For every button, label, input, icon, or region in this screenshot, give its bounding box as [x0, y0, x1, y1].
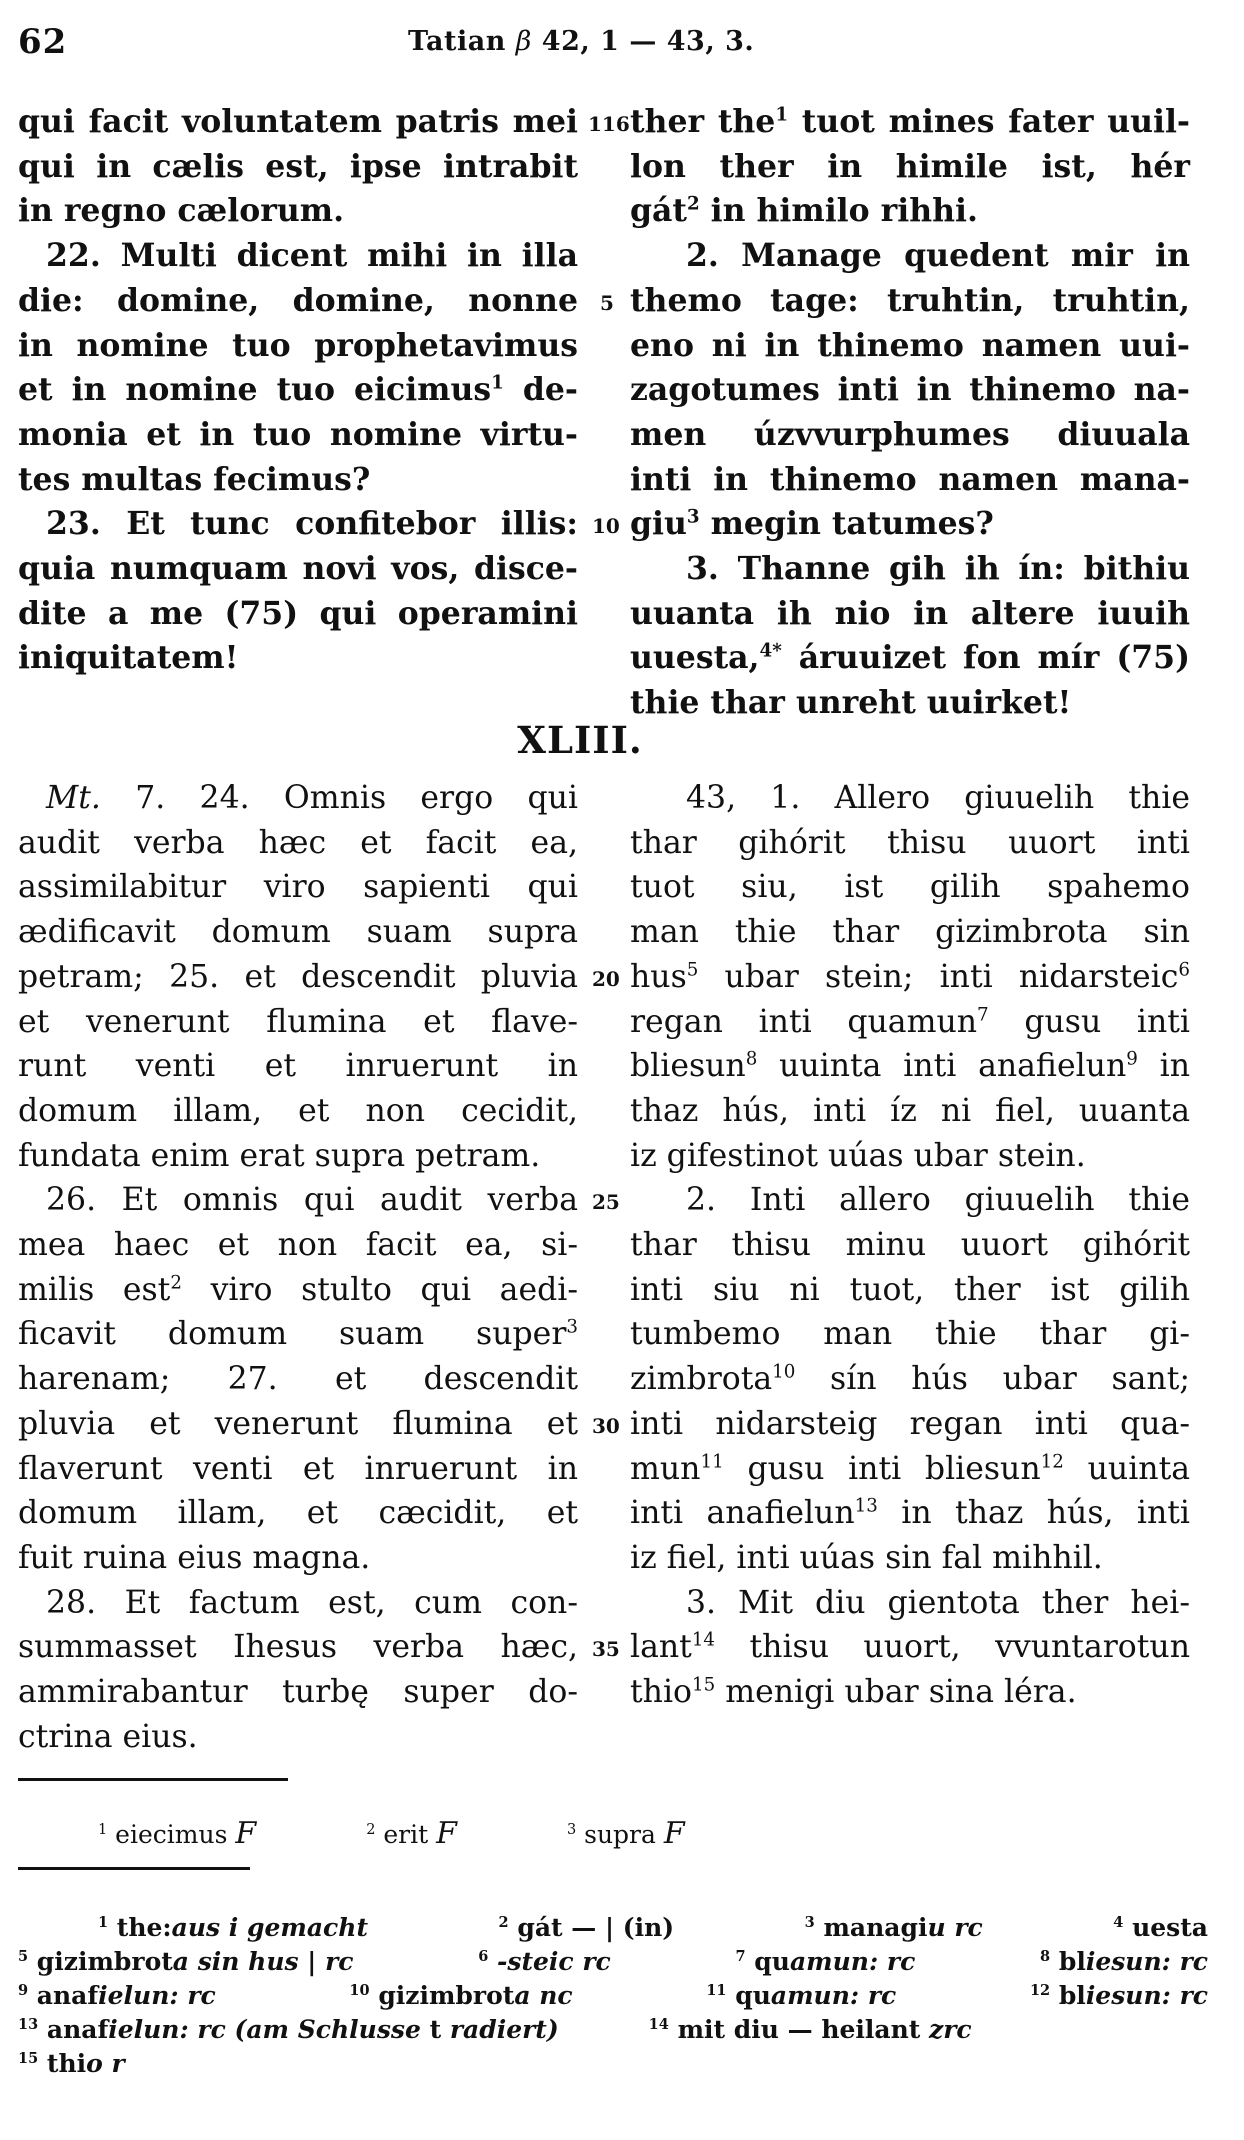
text-run: lant — [630, 1629, 692, 1666]
line-number: 116 — [588, 112, 630, 136]
text-run: anaf — [38, 2015, 109, 2044]
text-line: zagotumes inti in thinemo na- — [630, 371, 1190, 409]
footnote-latin-2 — [366, 1818, 457, 1851]
text-line — [630, 502, 1190, 546]
footnote-marker: 12 — [1040, 1451, 1064, 1473]
footnote-marker: 11 — [706, 1982, 727, 2000]
text-run: gizimbrot — [369, 1981, 515, 2010]
text-line — [630, 1000, 1190, 1044]
text-run: qu — [726, 1981, 771, 2010]
footnote-marker: 4* — [759, 641, 782, 663]
footnote-marker: 3 — [804, 1914, 815, 1932]
text-run: in — [1137, 1048, 1190, 1085]
footnote-marker: 5 — [18, 1948, 29, 1966]
text-line: 43, 1. Allero giuuelih thie — [686, 780, 1190, 816]
text-run: ther the — [630, 103, 776, 140]
text-line: tes multas fecimus? — [18, 460, 371, 498]
text-line: 26. Et omnis qui audit verba — [46, 1182, 578, 1219]
footnote-marker: 2 — [170, 1272, 182, 1294]
text-run: eiecimus — [107, 1820, 236, 1849]
text-line: dite a me (75) qui operamini — [18, 594, 578, 632]
footnote-marker: 15 — [18, 2050, 39, 2068]
gospel-reference: Mt. — [46, 780, 101, 816]
text-run: uesta — [1123, 1913, 1208, 1942]
text-run: supra — [576, 1820, 664, 1849]
footnote-rule-ohg — [18, 1867, 250, 1870]
footnote-ohg-5 — [18, 1946, 353, 1978]
footnote-marker: 14 — [691, 1629, 716, 1651]
running-head — [408, 26, 754, 57]
text-run: thisu uuort, vvuntarotun — [715, 1629, 1190, 1666]
footnote-marker: 5 — [686, 959, 699, 981]
text-run: zimbrota — [630, 1361, 773, 1398]
line-number: 35 — [592, 1637, 620, 1662]
line-number: 30 — [592, 1413, 620, 1438]
footnote-marker: 10 — [349, 1982, 370, 2000]
text-run: megin tatumes? — [699, 505, 994, 543]
text-run: ficavit domum suam super — [18, 1316, 567, 1353]
footnote-marker: 13 — [854, 1495, 878, 1517]
text-run: the: — [108, 1913, 172, 1942]
footnote-marker: 1 — [98, 1914, 109, 1932]
footnote-latin-1 — [98, 1818, 256, 1851]
text-run: t — [420, 2015, 450, 2044]
text-line — [18, 1312, 578, 1356]
text-line: thar thisu minu uuort gihórit — [630, 1227, 1190, 1263]
footnote-ohg-row — [18, 1980, 1208, 2012]
text-run: bliesun — [630, 1048, 746, 1085]
section-heading-text: XLIII. — [517, 718, 643, 762]
manuscript-siglum: F — [663, 1816, 685, 1851]
footnote-marker: 7 — [977, 1004, 989, 1026]
text-line: petram; 25. et descendit pluvia — [18, 958, 578, 995]
text-line — [630, 1491, 1190, 1535]
footnote-marker: 9 — [18, 1982, 29, 2000]
text-line: harenam; 27. et descendit — [18, 1361, 578, 1398]
text-line: 23. Et tunc confitebor illis: — [46, 505, 578, 543]
text-line: pluvia et venerunt flumina et — [18, 1405, 578, 1442]
footnote-marker: 3 — [686, 506, 700, 528]
text-run: giu — [630, 505, 687, 543]
footnote-marker: 14 — [648, 2016, 669, 2034]
text-line: qui in cælis est, ipse intrabit — [18, 147, 578, 185]
footnote-ohg-12 — [1030, 1980, 1208, 2012]
text-line: assimilabitur viro sapienti qui — [18, 869, 578, 906]
text-run: milis est — [18, 1271, 171, 1308]
text-run: gát — | (in) — [508, 1913, 675, 1942]
footnote-note: amun: rc — [789, 1947, 916, 1976]
footnote-ohg-7 — [736, 1946, 916, 1978]
text-line: domum illam, et non cecidit, — [18, 1092, 578, 1129]
footnote-ohg-6 — [478, 1946, 611, 1978]
text-line: quia numquam novi vos, disce- — [18, 550, 578, 587]
text-run: gát — [630, 192, 687, 230]
text-line: 22. Multi dicent mihi in illa — [46, 237, 578, 275]
footnote-marker: 1 — [775, 104, 789, 126]
page-number: 62 — [18, 22, 68, 62]
text-line: summasset Ihesus verba hæc, — [18, 1629, 578, 1666]
footnote-note: o r — [86, 2049, 125, 2078]
footnote-note: ielun: rc (am Schlusse — [108, 2015, 421, 2044]
text-line: iz fiel, inti uúas sin fal mihhil. — [630, 1539, 1103, 1576]
text-run: in himilo rihhi. — [699, 192, 978, 230]
text-line: inti in thinemo namen mana- — [630, 460, 1190, 498]
footnote-marker: 6 — [1178, 959, 1190, 981]
text-line: 2. Manage quedent mir in — [686, 237, 1190, 275]
running-head-range: 42, 1 — 43, 3. — [541, 26, 755, 57]
footnote-ohg-11 — [706, 1980, 896, 2012]
text-run: tuot mines fater uuil- — [788, 103, 1190, 140]
text-line — [630, 1447, 1190, 1491]
footnote-marker: 2 — [687, 194, 700, 216]
text-line — [630, 100, 1190, 144]
footnote-ohg-row — [18, 1912, 1208, 1944]
footnote-note: a nc — [514, 1981, 573, 2010]
text-line: inti nidarsteig regan inti qua- — [630, 1405, 1190, 1442]
text-run: qu — [745, 1947, 790, 1976]
text-line — [630, 1670, 1190, 1714]
footnote-note: u rc — [927, 1913, 983, 1942]
text-line: lon ther in himile ist, hér — [630, 147, 1190, 185]
text-run: gusu inti bliesun — [723, 1450, 1041, 1487]
text-run: 7. 24. Omnis ergo qui — [100, 780, 578, 816]
text-line — [18, 368, 578, 412]
text-run: bl — [1050, 1981, 1086, 2010]
footnote-marker: 15 — [692, 1674, 716, 1696]
footnote-note: ielun: rc — [98, 1981, 216, 2010]
text-line: fundata enim erat supra petram. — [18, 1137, 541, 1174]
footnote-marker: 13 — [18, 2016, 39, 2034]
section-heading — [0, 718, 1244, 762]
text-line: die: domine, domine, nonne — [18, 281, 578, 319]
footnote-ohg-10 — [349, 1980, 572, 2012]
text-line — [630, 955, 1190, 999]
footnote-marker: 10 — [772, 1361, 796, 1383]
text-run: áruuizet fon mír (75) — [781, 639, 1190, 677]
text-run: uuinta inti anafielun — [757, 1048, 1127, 1085]
text-line: eno ni in thinemo namen uui- — [630, 326, 1190, 364]
text-line: ctrina eius. — [18, 1718, 198, 1755]
running-head-title: Tatian — [408, 26, 506, 57]
text-line: mea haec et non facit ea, si- — [18, 1227, 578, 1263]
text-run: uuesta, — [630, 639, 760, 677]
footnote-marker: 1 — [98, 1822, 108, 1839]
text-line: 3. Mit diu gientota ther hei- — [686, 1584, 1190, 1621]
text-line: man thie thar gizimbrota sin — [630, 914, 1190, 951]
text-line: in nomine tuo prophetavimus — [18, 326, 578, 364]
text-line — [630, 1625, 1190, 1669]
footnote-ohg-13 — [18, 2014, 559, 2046]
text-run: in thaz hús, inti — [877, 1495, 1190, 1532]
footnote-marker: 12 — [1029, 1982, 1051, 2000]
text-line: in regno cælorum. — [18, 192, 345, 230]
footnote-ohg-3 — [805, 1912, 983, 1944]
footnote-marker: 9 — [1126, 1048, 1138, 1070]
text-line — [630, 636, 1190, 680]
text-line: qui facit voluntatem patris mei — [18, 103, 578, 140]
text-line: 3. Thanne gih ih ín: bithiu — [686, 550, 1190, 587]
footnote-latin-3 — [567, 1818, 685, 1851]
text-line: men úzvvurphumes diuuala — [630, 415, 1190, 453]
text-run: uuinta — [1063, 1450, 1191, 1487]
text-line: thaz hús, inti íz ni fiel, uuanta — [630, 1092, 1190, 1129]
footnote-ohg-4 — [1113, 1912, 1208, 1944]
footnote-marker: 11 — [700, 1451, 724, 1473]
text-line: tumbemo man thie thar gi- — [630, 1316, 1190, 1353]
text-run — [488, 1947, 497, 1976]
text-run: mit diu — heilant — [668, 2015, 921, 2044]
footnote-marker: 7 — [735, 1948, 746, 1966]
text-run: erit — [375, 1820, 437, 1849]
footnote-marker: 4 — [1113, 1914, 1124, 1932]
text-run: mun — [630, 1450, 701, 1487]
text-run: anaf — [28, 1981, 99, 2010]
text-line: 28. Et factum est, cum con- — [46, 1584, 578, 1621]
text-line: audit verba hæc et facit ea, — [18, 824, 578, 861]
footnote-marker: 2 — [366, 1822, 376, 1839]
text-run: sín hús ubar sant; — [795, 1361, 1190, 1398]
footnote-ohg-2 — [499, 1912, 675, 1944]
footnote-ohg-14 — [649, 2014, 972, 2046]
text-line: flaverunt venti et inruerunt in — [18, 1450, 578, 1487]
manuscript-siglum: F — [436, 1816, 457, 1851]
footnote-note: zrc — [920, 2015, 972, 2044]
footnote-note: aus i gemacht — [171, 1913, 368, 1942]
footnote-marker: 3 — [566, 1317, 578, 1339]
text-run: de- — [503, 371, 579, 409]
footnote-marker: 2 — [498, 1914, 509, 1932]
footnote-marker: 8 — [1040, 1948, 1051, 1966]
text-line: runt venti et inruerunt in — [18, 1048, 578, 1085]
text-line: iz gifestinot uúas ubar stein. — [630, 1137, 1086, 1174]
footnote-note: iesun: rc — [1085, 1947, 1208, 1976]
text-line: ædificavit domum suam supra — [18, 914, 578, 951]
text-run: thi — [38, 2049, 87, 2078]
text-line: thie thar unreht uuirket! — [630, 684, 1072, 722]
text-line: ammirabantur turbę super do- — [18, 1674, 578, 1710]
text-line: monia et in tuo nomine virtu- — [18, 415, 578, 453]
line-number: 20 — [592, 966, 620, 991]
text-line: uuanta ih nio in altere iuuih — [630, 594, 1190, 632]
footnote-rule-latin — [18, 1778, 288, 1781]
text-run: menigi ubar sina léra. — [715, 1674, 1077, 1710]
text-line: 2. Inti allero giuuelih thie — [686, 1182, 1190, 1219]
footnote-ohg-row — [18, 2014, 1208, 2046]
text-line: themo tage: truhtin, truhtin, — [630, 281, 1190, 319]
footnote-ohg-1 — [98, 1912, 368, 1944]
text-line: iniquitatem! — [18, 639, 239, 677]
footnote-ohg-8 — [1040, 1946, 1208, 1978]
text-run: thio — [630, 1674, 692, 1710]
footnote-note: a sin hus | rc — [172, 1947, 354, 1976]
text-line: fuit ruina eius magna. — [18, 1539, 371, 1576]
footnote-note: -steic rc — [497, 1947, 611, 1976]
footnote-note: amun: rc — [770, 1981, 897, 2010]
running-head-beta: β — [515, 26, 532, 57]
footnote-note: iesun: rc — [1085, 1981, 1208, 2010]
line-number: 25 — [592, 1190, 620, 1215]
line-number: 10 — [592, 514, 620, 539]
manuscript-siglum: F — [235, 1816, 257, 1851]
text-run: gizimbrot — [28, 1947, 173, 1976]
footnotes-latin — [18, 1818, 1208, 1850]
line-number: 5 — [600, 290, 614, 315]
text-run: viro stulto qui aedi- — [181, 1271, 578, 1308]
text-line — [630, 189, 1190, 233]
text-line: tuot siu, ist gilih spahemo — [630, 869, 1190, 906]
footnote-ohg-9 — [18, 1980, 216, 2012]
text-run: ubar stein; inti nidarsteic — [698, 958, 1179, 995]
footnote-marker: 1 — [491, 372, 504, 394]
text-run: regan inti quamun — [630, 1003, 978, 1040]
text-run: gusu inti — [988, 1003, 1191, 1040]
text-run: et in nomine tuo eicimus — [18, 371, 492, 409]
footnote-ohg-row — [18, 2048, 1208, 2080]
text-line — [18, 776, 578, 820]
text-run: managi — [814, 1913, 928, 1942]
footnote-marker: 6 — [478, 1948, 489, 1966]
text-line: domum illam, et cæcidit, et — [18, 1495, 578, 1532]
text-run: bl — [1050, 1947, 1086, 1976]
footnote-note: radiert) — [449, 2015, 559, 2044]
footnote-ohg-15 — [18, 2048, 125, 2080]
footnote-ohg-row — [18, 1946, 1208, 1978]
footnote-marker: 3 — [566, 1822, 577, 1839]
text-run: hus — [630, 958, 687, 995]
footnote-marker: 8 — [745, 1048, 758, 1070]
text-line: inti siu ni tuot, ther ist gilih — [630, 1271, 1190, 1308]
text-line — [630, 1357, 1190, 1401]
text-line — [18, 1268, 578, 1312]
text-run: inti anafielun — [630, 1495, 855, 1532]
text-line: et venerunt flumina et flave- — [18, 1003, 578, 1040]
text-line: thar gihórit thisu uuort inti — [630, 824, 1190, 861]
text-line — [630, 1044, 1190, 1088]
